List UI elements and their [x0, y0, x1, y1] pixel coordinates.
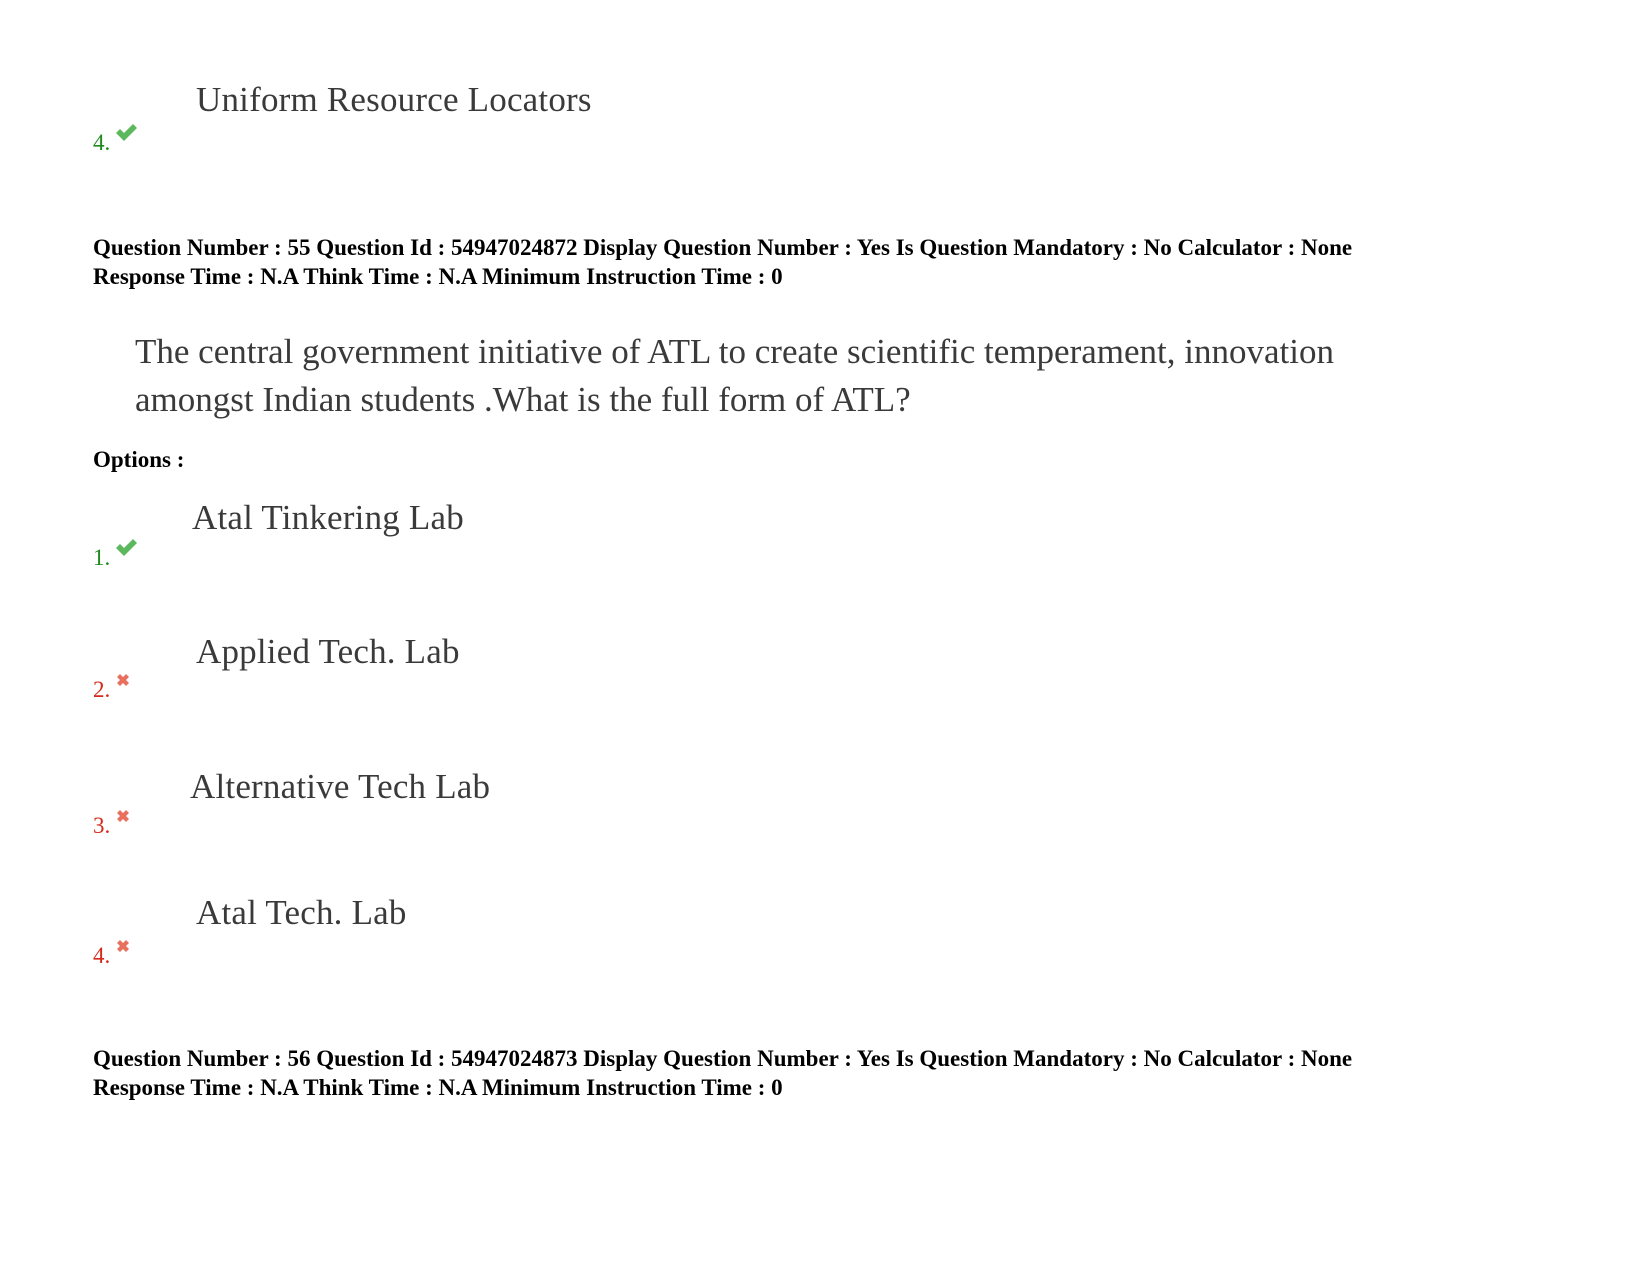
- option-2-number: [93, 677, 136, 703]
- option-3-number: [93, 813, 136, 839]
- question-56-meta-line1: Question Number : 56 Question Id : 54947024873 Display Question Number : Yes Is Question Mandatory : No Calculator : None: [93, 1046, 1353, 1071]
- option-4-number: [93, 943, 136, 969]
- option-number: 3.: [93, 813, 111, 838]
- cross-icon: [114, 669, 136, 689]
- question-55-meta: [93, 233, 1352, 291]
- option-number: 4.: [93, 130, 111, 155]
- option-3-text: Alternative Tech Lab: [190, 767, 491, 806]
- question-55-meta-line1: Question Number : 55 Question Id : 54947024872 Display Question Number : Yes Is Question Mandatory : No Calculator : None: [93, 235, 1353, 260]
- question-55-text-line1: The central government initiative of ATL to create scientific temperament, innovation: [135, 332, 1334, 371]
- cross-icon: [114, 935, 136, 955]
- question-56-meta-line2: Response Time : N.A Think Time : N.A Minimum Instruction Time : 0: [93, 1075, 783, 1100]
- option-1-text: Atal Tinkering Lab: [192, 498, 464, 537]
- options-label: Options :: [93, 447, 185, 472]
- option-1-number: [93, 545, 136, 571]
- option-number: 1.: [93, 545, 111, 570]
- question-56-meta: [93, 1044, 1352, 1102]
- prev-option-4-text: Uniform Resource Locators: [196, 80, 592, 119]
- cross-icon: [114, 805, 136, 825]
- question-55-meta-line2: Response Time : N.A Think Time : N.A Minimum Instruction Time : 0: [93, 264, 783, 289]
- option-2-text: Applied Tech. Lab: [196, 632, 460, 671]
- prev-option-4-number: [93, 130, 136, 156]
- question-55-text-line2: amongst Indian students .What is the full form of ATL?: [135, 380, 911, 419]
- option-4-text: Atal Tech. Lab: [196, 893, 407, 932]
- check-icon: [114, 537, 136, 557]
- option-number: 4.: [93, 943, 111, 968]
- question-55-text: [135, 328, 1334, 424]
- check-icon: [114, 122, 136, 142]
- option-number: 2.: [93, 677, 111, 702]
